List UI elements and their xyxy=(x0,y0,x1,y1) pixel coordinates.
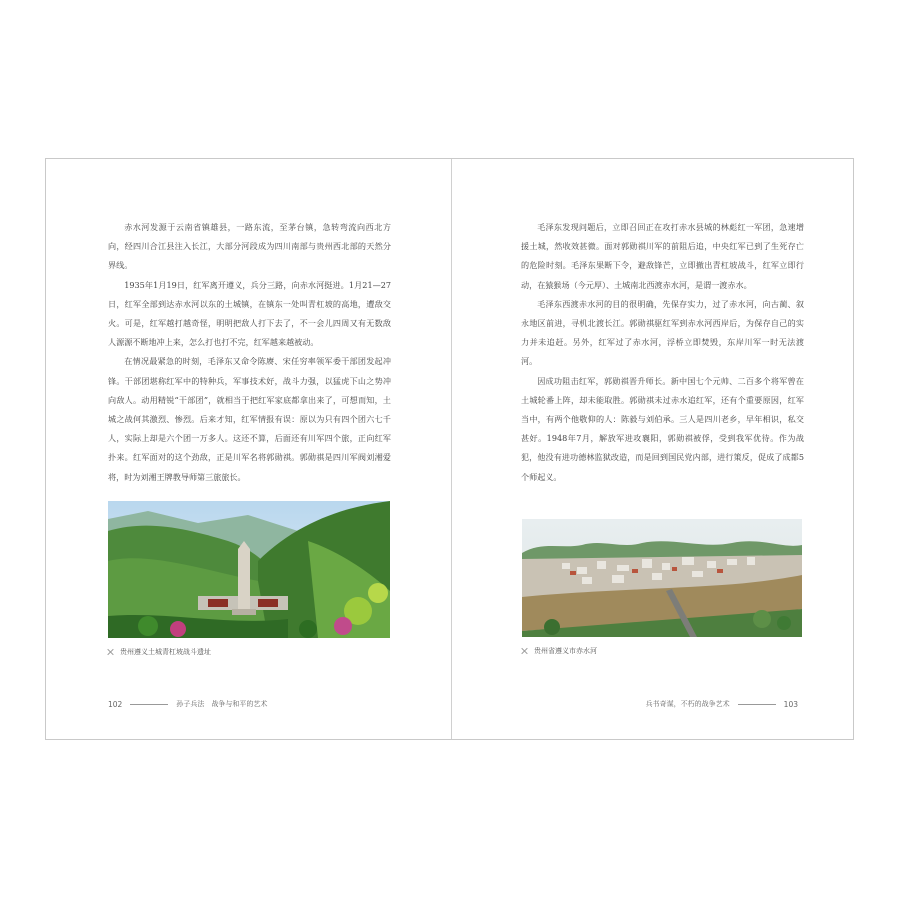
left-page xyxy=(46,159,450,739)
caption-text: 贵州遵义土城青杠坡战斗遗址 xyxy=(120,648,211,656)
memorial-photo xyxy=(108,501,390,638)
paragraph: 毛泽东西渡赤水河的目的很明确，先保存实力，过了赤水河，向古蔺、叙永地区前进，寻机北渡长江。郭勋祺驱红军到赤水河西岸后，为保存自己的实力并未追赶。另外，红军过了赤水河，浮桥立即焚毁，东岸川军一时无法渡河。 xyxy=(521,298,804,367)
book-spread xyxy=(45,158,854,740)
left-photo-caption xyxy=(108,647,211,657)
folio-rule xyxy=(130,704,168,705)
paragraph: 因成功阻击红军，郭勋祺晋升师长。新中国七个元帅、二百多个将军曾在土城轮番上阵，却未能取胜。郭勋祺未过赤水追红军，还有个重要原因，红军当中，有两个他敬仰的人：陈毅与刘伯承。三人是四川老乡，早年相识，私交甚好。1948年7月，解放军进攻襄阳，郭勋祺被俘，受到我军优待。作为战犯，他没有进功德林监狱改造，而是回到国民党内部，进行策反，促成了成都5个师起义。 xyxy=(521,375,804,482)
right-folio xyxy=(646,699,798,709)
folio-rule xyxy=(738,704,776,705)
paragraph: 赤水河发源于云南省镇雄县，一路东流，至茅台镇，急转弯流向西北方向，经四川合江县注入长江，大部分河段成为四川南部与贵州西北部的天然分界线。 xyxy=(108,222,391,271)
right-photo-caption xyxy=(522,646,597,656)
running-head: 兵书奇谋，不朽的战争艺术 xyxy=(645,700,730,708)
paragraph: 毛泽东发现问题后，立即召回正在攻打赤水县城的林彪红一军团，急速增援土城，然收效甚微。面对郭勋祺川军的前阻后追，中央红军已到了生死存亡的危险时刻。毛泽东果断下令，避敌锋芒，立即撤出青杠坡战斗，红军立即行动，在猿猴场（今元厚）、土城南北西渡赤水河，是谓一渡赤水。 xyxy=(521,222,804,290)
paragraph: 1935年1月19日，红军离开遵义，兵分三路，向赤水河挺进。1月21—27日，红军全部到达赤水河以东的土城镇，在镇东一处叫青杠坡的高地，遭敌交火。可是，红军越打越奇怪，明明把敌人打下去了，不一会儿四周又有无数敌人源源不断地冲上来，怎么打也打不完，红军越来越被动。 xyxy=(108,279,391,348)
left-body-text xyxy=(108,218,391,487)
page-number: 103 xyxy=(783,699,798,709)
caption-text: 贵州省遵义市赤水河 xyxy=(534,647,597,655)
right-page xyxy=(452,159,856,739)
cross-mark-icon xyxy=(522,648,528,654)
left-folio xyxy=(108,699,267,709)
cross-mark-icon xyxy=(108,649,114,655)
running-head: 孙子兵法 战争与和平的艺术 xyxy=(176,700,268,708)
right-body-text xyxy=(521,218,804,487)
chishui-river-photo xyxy=(522,519,802,637)
paragraph: 在情况最紧急的时刻，毛泽东又命令陈赓、宋任穷率领军委干部团发起冲锋。干部团堪称红军中的特种兵，军事技术好，战斗力强，以猛虎下山之势冲向敌人。动用精锐“干部团”，就相当于把红军家底都拿出来了，可想而知，土城之战何其激烈、惨烈。后来才知，红军情报有误：原以为只有四个团六七千人，实际上却是六个团一万多人。这还不算，后面还有川军四个旅，正向红军扑来。红军面对的这个劲敌，正是川军名将郭勋祺。郭勋祺是四川军阀刘湘爱将，时为刘湘王牌教导师第三旅旅长。 xyxy=(108,356,391,482)
page-number: 102 xyxy=(108,699,123,709)
